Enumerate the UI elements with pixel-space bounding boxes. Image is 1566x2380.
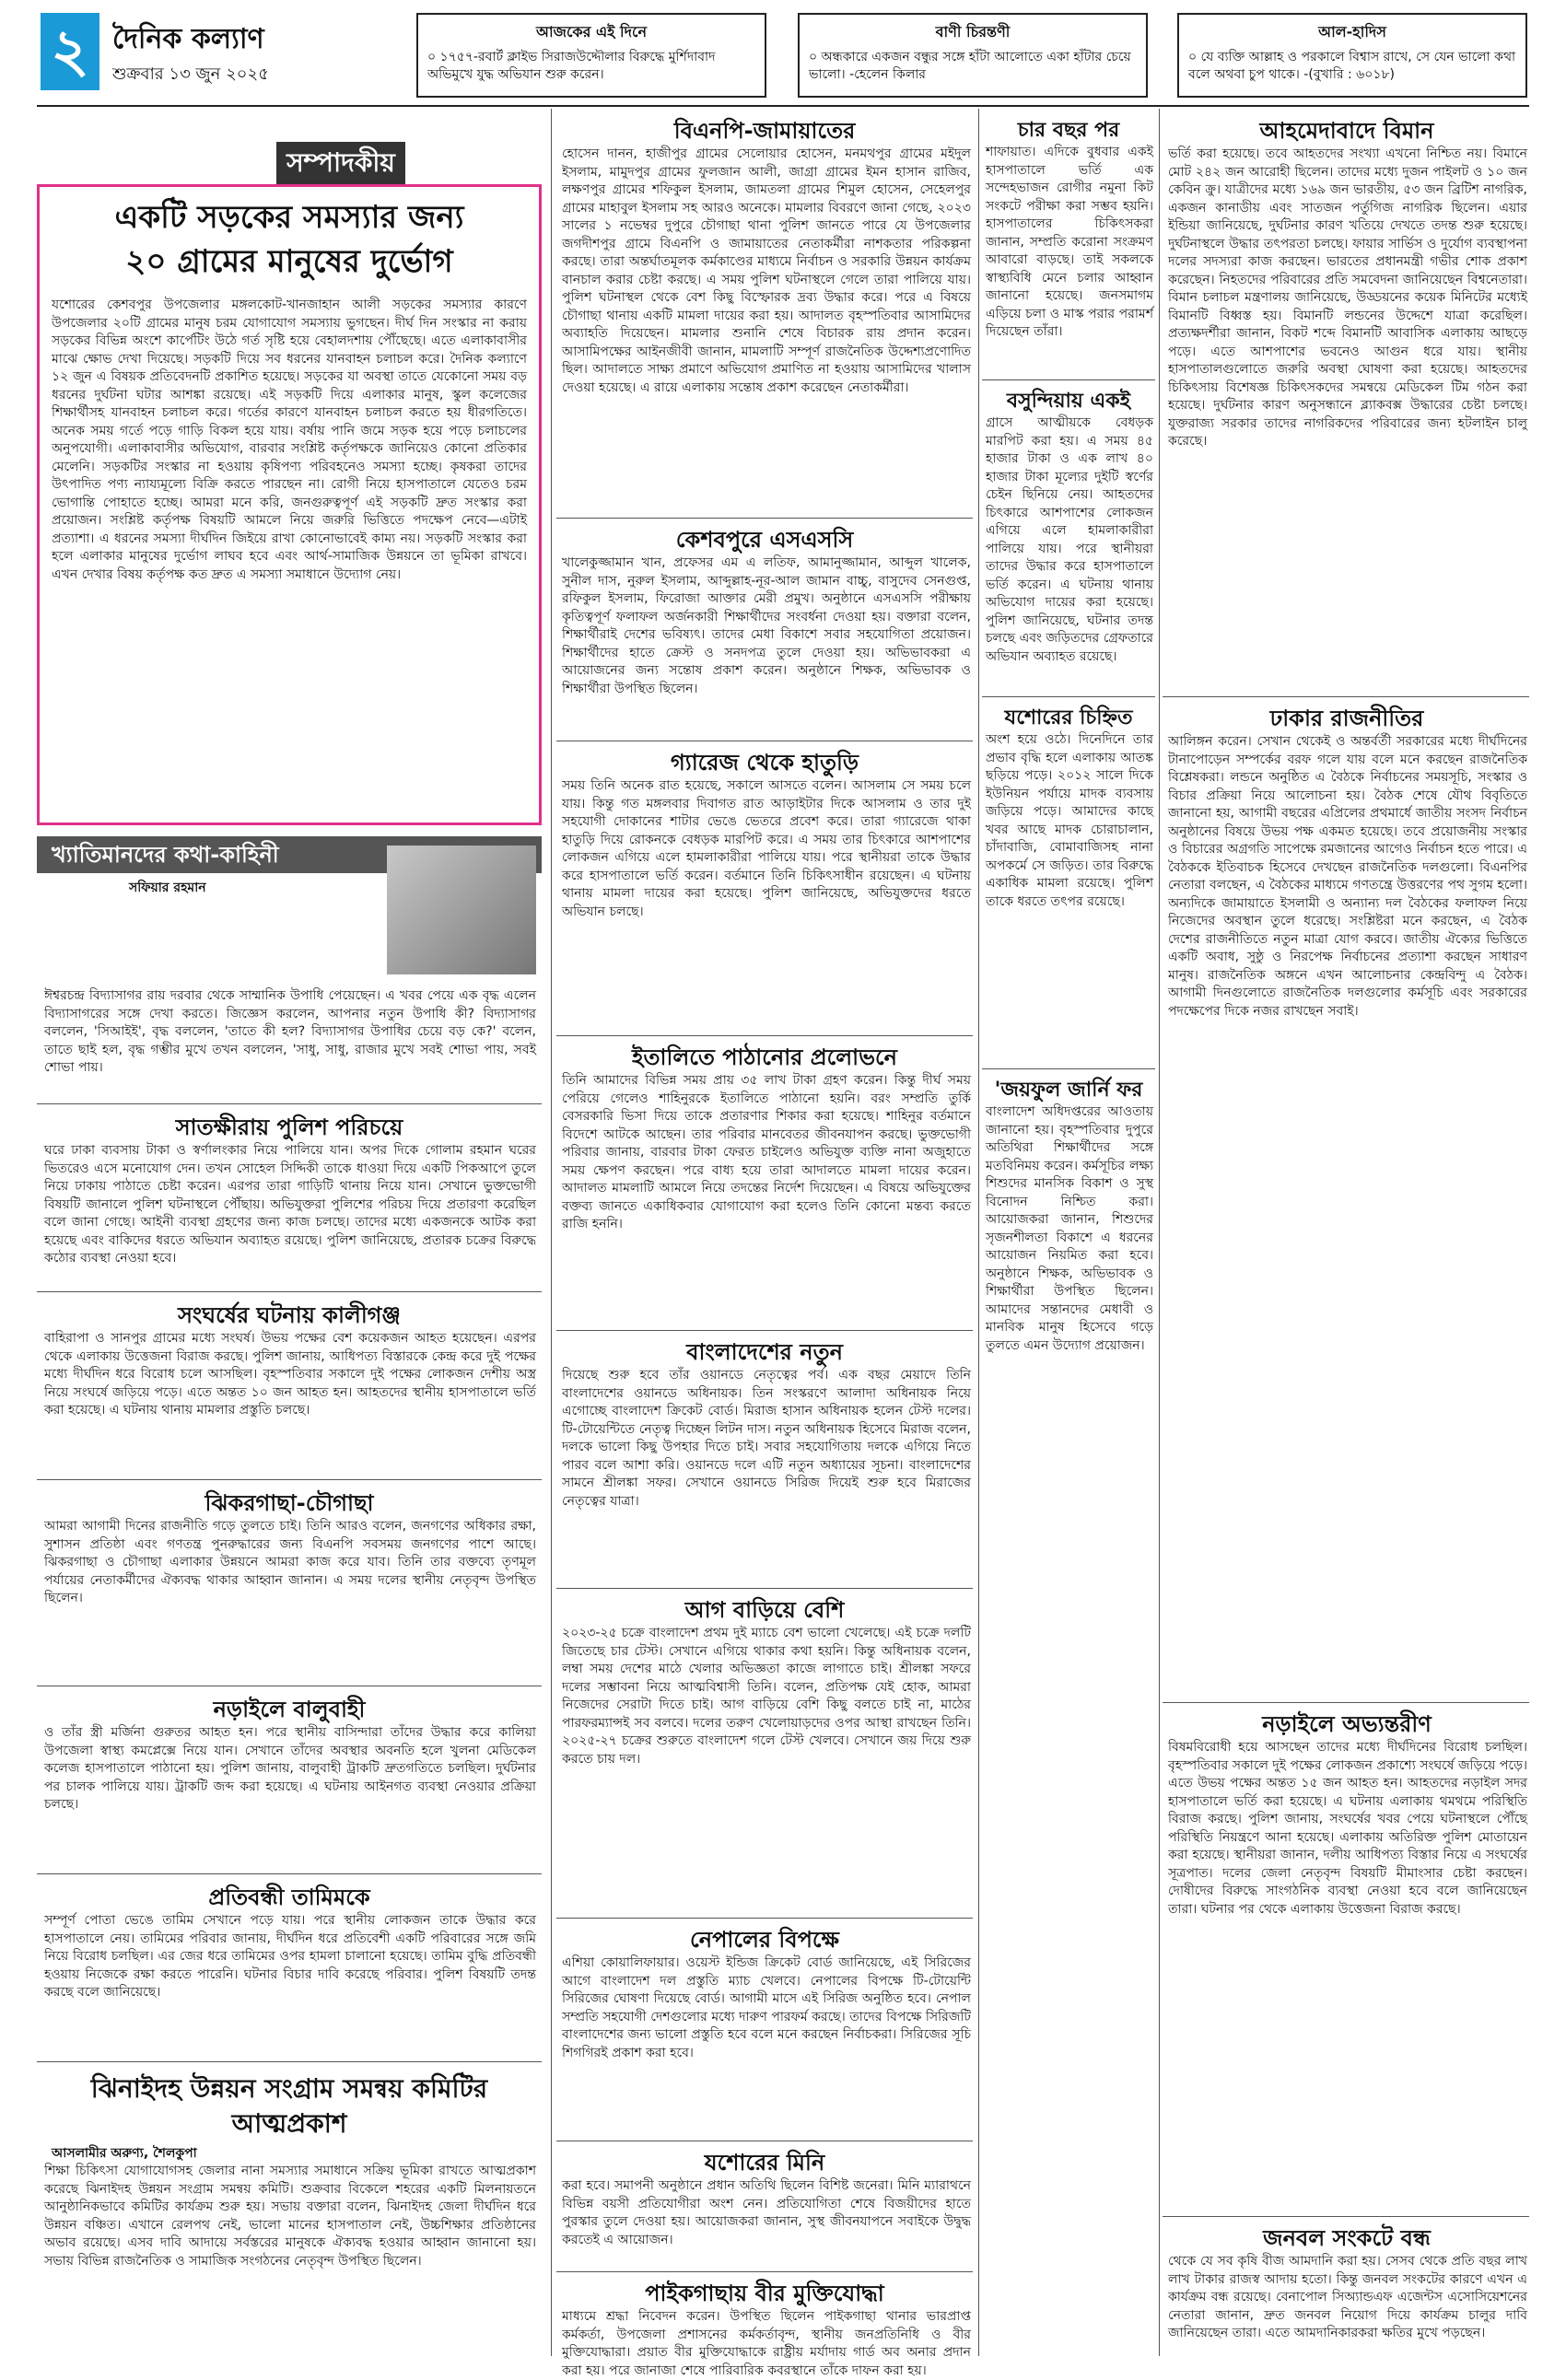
mid-article-1-body: হোসেন দানন, হাজীপুর গ্রামের সেলোয়ার হোসেন, মনমথপুর গ্রামের মইদুল ইসলাম, মামুদপুর গ্রামের ফুলজান আলী, জাগ্রা গ্রামের ইমন হাসান রাজিব, লক্ষণপুর গ্রামের শফিকুল ইসলাম, জামতলা গ্রামের শিমুল হোসেন, সেহেলপুর গ্রামের মাহাবুল ইসলাম সহ আরও অনেকে। মামলার বিবরণে জানা গেছে, ২০২৩ সালের ১ নভেম্বর দুপুরে চৌগাছা থানা পুলিশ জানতে পারে যে উপজেলার জগদীশপুর গ্রামে বিএনপি ও জামায়াতের নেতাকর্মীরা নাশকতার পরিকল্পনা করছে। তারা অন্তর্ঘাতমূলক কর্মকাণ্ডের মাধ্যমে নির্বাচন ও সরকারি উন্নয়ন কার্যক্রম বানচাল করার চেষ্টা করছে। এ সময় পুলিশ ঘটনাস্থলে গেলে তারা পালিয়ে যায়। পুলিশ ঘটনাস্থল থেকে বেশ কিছু বিস্ফোরক দ্রব্য উদ্ধার করে। পরে এ বিষয়ে চৌগাছা থানায় একটি মামলা দায়ের করা হয়। আদালত বৃহস্পতিবার আসামিদের অব্যাহতি দিয়েছেন। মামলার শুনানি শেষে বিচারক রায় প্রদান করেন। আসামিপক্ষের আইনজীবী জানান, মামলাটি সম্পূর্ণ রাজনৈতিক উদ্দেশ্যপ্রণোদিত ছিল। আদালতে সাক্ষ্য প্রমাণে অভিযোগ প্রমাণিত না হওয়ায় আসামিদের খালাস দেওয়া হয়েছে। এ রায়ে এলাকায় সন্তোষ প্রকাশ করেছেন নেতাকর্মীরা। [562,146,971,395]
left-article-2-title: সংঘর্ষের ঘটনায় কালীগঞ্জ [178,1302,401,1328]
today-box-title: আজকের এই দিনে [536,23,647,41]
mid-article-8-body: করা হবে। সমাপনী অনুষ্ঠানে প্রধান অতিথি ছিলেন বিশিষ্ট জনেরা। মিনি ম্যারাথনে বিভিন্ন বয়সী প্রতিযোগীরা অংশ নেন। প্রতিযোগিতা শেষে বিজয়ীদের হাতে পুরস্কার তুলে দেওয়া হয়। আয়োজকরা জানান, সুস্থ জীবনযাপনে সবাইকে উদ্বুদ্ধ করতেই এ আয়োজন। [562,2178,971,2247]
mid-article-8-title: যশোরের মিনি [704,2150,825,2176]
mid-article-6-body: ২০২৩-২৫ চক্রে বাংলাদেশ প্রথম দুই ম্যাচে বেশ ভালো খেলেছে। এই চক্রে দলটি জিতেছে চার টেস্ট। সেখানে এগিয়ে থাকার কথা হয়নি। কিন্তু অধিনায়ক বলেন, লম্বা সময় দেশের মাঠে খেলার অভিজ্ঞতা কাজে লাগাতে চাই। শ্রীলঙ্কা সফরে দলের সম্ভাবনা নিয়ে আত্মবিশ্বাসী তিনি। বলেন, প্রতিপক্ষ যেই হোক, আমরা নিজেদের সেরাটা দিতে চাই। আগ বাড়িয়ে বেশি কিছু বলতে চাই না, মাঠের পারফরম্যান্সই সব বলবে। দলের তরুণ খেলোয়াড়দের ওপর আস্থা রাখছেন তিনি। ২০২৫-২৭ চক্রের শুরুতে বাংলাদেশ গলে টেস্ট খেলবে। সেখানে জয় দিয়ে শুরু করতে চায় দল। [562,1626,971,1767]
mid-article-7-title: নেপালের বিপক্ষে [690,1927,839,1953]
left-article-6-byline: আসলামীর অরুণ্য, শৈলকুপা [52,2146,197,2161]
rmid-article-3-body: অংশ হয়ে ওঠে। দিনেদিনে তার প্রভাব বৃদ্ধি হলে এলাকায় আতঙ্ক ছড়িয়ে পড়ে। ২০১২ সালে দিকে ইউনিয়ন পর্যায়ে মাদক ব্যবসায় জড়িয়ে পড়ে। আমাদের কাছে খবর আছে মাদক চোরাচালান, চাঁদাবাজি, বোমাবাজিসহ নানা অপকর্মে সে জড়িত। তার বিরুদ্ধে একাধিক মামলা রয়েছে। পুলিশ তাকে ধরতে তৎপর রয়েছে। [986,732,1153,909]
mid-article-7-body: এশিয়া কোয়ালিফায়ার। ওয়েস্ট ইন্ডিজ ক্রিকেট বোর্ড জানিয়েছে, এই সিরিজের আগে বাংলাদেশ দল প্রস্তুতি ম্যাচ খেলবে। নেপালের বিপক্ষে টি-টোয়েন্টি সিরিজের ঘোষণা দিয়েছে বোর্ড। আগামী মাসে এই সিরিজ অনুষ্ঠিত হবে। নেপাল সম্প্রতি সহযোগী দেশগুলোর মধ্যে দারুণ পারফর্ম করছে। তাদের বিপক্ষে সিরিজটি বাংলাদেশের জন্য ভালো প্রস্তুতি হবে বলে মনে করছেন নির্বাচকরা। সিরিজের সূচি শিগগিরই প্রকাশ করা হবে। [562,1955,971,2060]
article-rule [556,1588,973,1589]
article-rule [556,1330,973,1331]
left-article-3-title: ঝিকরগাছা-চৌগাছা [205,1490,374,1516]
column-title: খ্যাতিমানদের কথা-কাহিনী [52,842,279,868]
right-article-2-title: ঢাকার রাজনীতির [1269,706,1424,731]
right-article-4-body: থেকে যে সব কৃষি বীজ আমদানি করা হয়। সেসব থেকে প্রতি বছর লাখ লাখ টাকার রাজস্ব আদায় হতো। কিন্তু জনবল সংকটের কারণে এখন এ কার্যক্রম বন্ধ রয়েছে। বেনাপোল সিঅ্যান্ডএফ এজেন্টস এসোসিয়েশনের নেতারা জানান, দ্রুত জনবল নিয়োগ দিয়ে কার্যক্রম চালুর দাবি জানিয়েছেন তারা। এতে আমদানিকারকরা ক্ষতির মুখে পড়ছেন। [1168,2254,1527,2340]
rmid-article-1-body: শাফায়াত। এদিকে বুধবার একই হাসপাতালে ভর্তি এক সন্দেহভাজন রোগীর নমুনা কিট সংকটে পরীক্ষা করা সম্ভব হয়নি। হাসপাতালের চিকিৎসকরা জানান, সম্প্রতি করোনা সংক্রমণ আবারো বাড়ছে। তাই সকলকে স্বাস্থ্যবিধি মেনে চলার আহ্বান জানানো হয়েছে। জনসমাগম এড়িয়ে চলা ও মাস্ক পরার পরামর্শ দিয়েছেন তাঁরা। [986,145,1153,339]
column-divider [978,109,979,2356]
article-rule [37,1291,542,1292]
author-photo [387,846,536,974]
right-article-3-title: নড়াইলে অভ্যন্তরীণ [1262,1711,1432,1737]
right-article-1-title: আহমেদাবাদে বিমান [1259,118,1434,144]
left-article-3-body: আমরা আগামী দিনের রাজনীতি গড়ে তুলতে চাই। তিনি আরও বলেন, জনগণের অধিকার রক্ষা, সুশাসন প্রতিষ্ঠা এবং গণতন্ত্র পুনরুদ্ধারের জন্য বিএনপি সবসময় জনগণের পাশে আছে। ঝিকরগাছা ও চৌগাছা এলাকার উন্নয়নে আমরা কাজ করে যাব। তিনি তার বক্তব্যে তৃণমূল পর্যায়ের নেতাকর্মীদের ঐক্যবদ্ধ থাকার আহ্বান জানান। এ সময় দলের স্থানীয় নেতৃবৃন্দ উপস্থিত ছিলেন। [44,1519,536,1605]
hadith-box [1177,13,1527,98]
article-rule [1163,2216,1529,2217]
column-divider [1159,109,1160,2356]
mid-article-5-body: দিয়েছে শুরু হবে তাঁর ওয়ানডে নেতৃত্বের পর্ব। এক বছর মেয়াদে তিনি বাংলাদেশের ওয়ানডে অধিনায়ক। তিন সংস্করণে আলাদা অধিনায়ক নিয়ে এগোচ্ছে বাংলাদেশ ক্রিকেট বোর্ড। মিরাজ হাসান অধিনায়ক হলেন টেস্ট দলের। টি-টোয়েন্টিতে নেতৃত্ব দিচ্ছেন লিটন দাস। নতুন অধিনায়ক হিসেবে মিরাজ বলেন, দলকে ভালো কিছু উপহার দিতে চাই। সবার সহযোগিতায় দলকে এগিয়ে নিতে পারব বলে আশা করি। ওয়ানডে দলে এটি নতুন অধ্যায়ের সূচনা। বাংলাদেশের সামনে শ্রীলঙ্কা সফর। সেখানে ওয়ানডে সিরিজ দিয়েই শুরু হবে মিরাজের নেতৃত্বের যাত্রা। [562,1368,971,1509]
column-divider [551,109,552,2356]
mid-article-4-title: ইতালিতে পাঠানোর প্রলোভনে [632,1044,897,1070]
newspaper-name: দৈনিক কল্যাণ [112,23,264,55]
article-rule [37,1479,542,1480]
column-body: ঈশ্বরচন্দ্র বিদ্যাসাগর রায় দরবার থেকে সাম্মানিক উপাধি পেয়েছেন। এ খবর পেয়ে এক বৃদ্ধ এলেন বিদ্যাসাগরের সঙ্গে দেখা করতে। জিজ্ঞেস করলেন, আপনার নতুন উপাধি কী? বিদ্যাসাগর বললেন, 'সিআইই', বৃদ্ধ বললেন, 'তাতে কী হল? বিদ্যাসাগর উপাধির চেয়ে বড় কে?' বলেন, তাতে ছাই হল, বৃদ্ধ গম্ভীর মুখে তখন বললেন, 'সাধু, সাধু, রাজার মুখে সবই শোভা পায়, সবই শোভা পায়। [44,988,536,1075]
article-rule [556,2271,973,2272]
issue-date: শুক্রবার ১৩ জুন ২০২৫ [112,64,269,84]
today-box-text: ০ ১৭৫৭-রবার্ট ক্লাইভ সিরাজউদ্দৌলার বিরুদ্ধে মুর্শিদাবাদ অভিমুখে যুদ্ধ অভিযান শুরু করেন। [427,50,716,82]
mid-article-2-title: কেশবপুরে এসএসসি [675,527,854,553]
mid-article-9-title: পাইকগাছায় বীর মুক্তিযোদ্ধা [645,2281,884,2306]
left-article-6-body: শিক্ষা চিকিৎসা যোগাযোগসহ জেলার নানা সমস্যার সমাধানে সক্রিয় ভূমিকা রাখতে আত্মপ্রকাশ করেছে ঝিনাইদহ উন্নয়ন সংগ্রাম সমন্বয় কমিটি। শুক্রবার বিকেলে শহরের একটি মিলনায়তনে আনুষ্ঠানিকভাবে কমিটির কার্যক্রম শুরু হয়। সভায় বক্তারা বলেন, ঝিনাইদহ জেলা দীর্ঘদিন ধরে উন্নয়ন বঞ্চিত। এখানে রেলপথ নেই, ভালো মানের হাসপাতাল নেই, উচ্চশিক্ষার প্রতিষ্ঠানের অভাব রয়েছে। এসব দাবি আদায়ে সর্বস্তরের মানুষকে ঐক্যবদ্ধ হওয়ার আহ্বান জানানো হয়। সভায় বিভিন্ন রাজনৈতিক ও সামাজিক সংগঠনের নেতৃবৃন্দ উপস্থিত ছিলেন। [44,2164,536,2269]
rmid-article-3-title: যশোরের চিহ্নিত [1004,706,1133,729]
mid-article-2-body: খালেকুজ্জামান খান, প্রফেসর এম এ লতিফ, আমানুজ্জামান, আব্দুল খালেক, সুনীল দাস, নুরুল ইসলাম, আব্দুল্লাহ-নূর-আল জামান বাচ্চু, বাসুদেব সেনগুপ্ত, রফিকুল ইসলাম, ফিরোজা আক্তার মেরী প্রমুখ। অনুষ্ঠানে এসএসসি পরীক্ষায় কৃতিত্বপূর্ণ ফলাফল অর্জনকারী শিক্ষার্থীদের সংবর্ধনা দেওয়া হয়। বক্তারা বলেন, শিক্ষার্থীরাই দেশের ভবিষ্যৎ। তাদের মেধা বিকাশে সবার সহযোগিতা প্রয়োজন। শিক্ষার্থীদের হাতে ক্রেস্ট ও সনদপত্র তুলে দেওয়া হয়। অভিভাবকরা এ আয়োজনের জন্য সন্তোষ প্রকাশ করেন। অনুষ্ঠানে শিক্ষক, অভিভাবক ও শিক্ষার্থীরা উপস্থিত ছিলেন। [562,555,971,696]
rmid-article-4-body: বাংলাদেশ অধিদপ্তরের আওতায় জানানো হয়। বৃহস্পতিবার দুপুরে অতিথিরা শিক্ষার্থীদের সঙ্গে মতবিনিময় করেন। কর্মসূচির লক্ষ্য শিশুদের মানসিক বিকাশ ও সুস্থ বিনোদন নিশ্চিত করা। আয়োজকরা জানান, শিশুদের সৃজনশীলতা বিকাশে এ ধরনের আয়োজন নিয়মিত করা হবে। অনুষ্ঠানে শিক্ষক, অভিভাবক ও শিক্ষার্থীরা উপস্থিত ছিলেন। আমাদের সন্তানদের মেধাবী ও মানবিক মানুষ হিসেবে গড়ে তুলতে এমন উদ্যোগ প্রয়োজন। [986,1104,1153,1353]
rmid-article-1-title: চার বছর পর [1017,119,1120,142]
hadith-box-title: আল-হাদিস [1318,23,1386,41]
article-rule [556,518,973,519]
article-rule [982,696,1155,697]
masthead-rule [37,105,1529,107]
left-article-5-title: প্রতিবন্ধী তামিমকে [208,1884,370,1910]
mid-article-5-title: বাংলাদেশের নতুন [686,1339,843,1365]
mid-article-4-body: তিনি আমাদের বিভিন্ন সময় প্রায় ৩৫ লাখ টাকা গ্রহণ করেন। কিন্তু দীর্ঘ সময় পেরিয়ে গেলেও শাহিনুরকে ইতালিতে পাঠানো হয়নি। বরং সম্প্রতি তুর্কি বেসরকারি ভিসা দিয়ে তাকে প্রতারণার শিকার করা হয়েছে। শাহিনুর বর্তমানে বিদেশে আটকে আছেন। তার পরিবার মানবেতর জীবনযাপন করছে। ভুক্তভোগী পরিবার জানায়, বারবার টাকা ফেরত চাইলেও অভিযুক্ত ব্যক্তি নানা অজুহাতে সময় ক্ষেপণ করছেন। পরে বাধ্য হয়ে তারা আদালতে মামলা দায়ের করেন। আদালত মামলাটি আমলে নিয়ে তদন্তের নির্দেশ দিয়েছেন। এ বিষয়ে অভিযুক্তের বক্তব্য জানতে একাধিকবার যোগাযোগ করা হলেও তিনি কোনো মন্তব্য করতে রাজি হননি। [562,1073,971,1231]
left-article-4-body: ও তাঁর স্ত্রী মর্জিনা গুরুতর আহত হন। পরে স্থানীয় বাসিন্দারা তাঁদের উদ্ধার করে কালিয়া উপজেলা স্বাস্থ্য কমপ্লেক্সে নিয়ে যান। সেখানে তাঁদের অবস্থার অবনতি হলে খুলনা মেডিকেল কলেজ হাসপাতালে পাঠানো হয়। পুলিশ জানায়, বালুবাহী ট্রাকটি দ্রুতগতিতে চলছিল। দুর্ঘটনার পর চালক পালিয়ে যায়। ট্রাকটি জব্দ করা হয়েছে। এ ঘটনায় আইনগত ব্যবস্থা নেওয়ার প্রক্রিয়া চলছে। [44,1725,536,1812]
mid-article-3-body: সময় তিনি অনেক রাত হয়েছে, সকালে আসতে বলেন। আসলাম সে সময় চলে যায়। কিন্তু গত মঙ্গলবার দিবাগত রাত আড়াইটার দিকে আসলাম ও তার দুই সহযোগী দোকানের শাটার ভেঙে ভেতরে প্রবেশ করে। তারা গ্যারেজে থাকা হাতুড়ি দিয়ে রোকনকে বেধড়ক মারপিট করে। এ সময় তার চিৎকারে আশপাশের লোকজন এগিয়ে এলে হামলাকারীরা পালিয়ে যায়। পরে স্থানীয়রা তাকে উদ্ধার করে হাসপাতালে ভর্তি করেন। বর্তমানে তিনি চিকিৎসাধীন রয়েছেন। এ ঘটনায় থানায় মামলা দায়ের করা হয়েছে। পুলিশ জানিয়েছে, অভিযুক্তদের ধরতে অভিযান চলছে। [562,778,971,919]
mid-article-1-title: বিএনপি-জামায়াতের [673,118,856,144]
article-rule [37,1103,542,1104]
article-rule [556,1035,973,1036]
right-article-3-body: বিষমবিরোধী হয়ে আসছেন তাদের মধ্যে দীর্ঘদিনের বিরোধ চলছিল। বৃহস্পতিবার সকালে দুই পক্ষের লোকজন প্রকাশ্যে সংঘর্ষে জড়িয়ে পড়ে। এতে উভয় পক্ষের অন্তত ১৫ জন আহত হন। আহতদের নড়াইল সদর হাসপাতালে ভর্তি করা হয়েছে। এ ঘটনায় এলাকায় থমথমে পরিস্থিতি বিরাজ করছে। পুলিশ জানায়, সংঘর্ষের খবর পেয়ে ঘটনাস্থলে পৌঁছে পরিস্থিতি নিয়ন্ত্রণে আনা হয়েছে। এলাকায় অতিরিক্ত পুলিশ মোতায়েন করা হয়েছে। স্থানীয়রা জানান, দলীয় আধিপত্য বিস্তার নিয়ে এ সংঘর্ষের সূত্রপাত। দলের জেলা নেতৃবৃন্দ বিষয়টি মীমাংসার চেষ্টা করছেন। দোষীদের বিরুদ্ধে সাংগঠনিক ব্যবস্থা নেওয়া হবে বলে জানিয়েছেন তারা। ঘটনার পর থেকে এলাকায় উত্তেজনা বিরাজ করছে। [1168,1740,1527,1917]
article-rule [37,2061,542,2062]
article-rule [37,1873,542,1874]
today-box [416,13,766,98]
editorial-headline-2: ২০ গ্রামের মানুষের দুর্ভোগ [125,243,453,280]
left-article-1-body: ঘরে ঢাকা ব্যবসায় টাকা ও স্বর্ণালংকার নিয়ে পালিয়ে যান। অপর দিকে গোলাম রহমান ঘরের ভিতরেও এসে মনোযোগ দেন। তখন সোহেল সিদ্দিকী তাকে ধাওয়া দিয়ে একটি পিকআপে তুলে নিয়ে ঢাকায় পাঠাতে চেষ্টা করেন। এরপর তারা গাড়িটি থানায় নিয়ে যান। সেখানে ভুক্তভোগী বিষয়টি জানালে পুলিশ ঘটনাস্থলে পৌঁছায়। অভিযুক্তরা পুলিশের পরিচয় দিয়ে প্রতারণা করেছিল বলে জানা গেছে। আইনী ব্যবস্থা গ্রহণের জন্য কাজ চলছে। তাদের মধ্যে একজনকে আটক করা হয়েছে এবং বাকিদের ধরতে অভিযান অব্যাহত রয়েছে। পুলিশ জানিয়েছে, প্রতারক চক্রের বিরুদ্ধে কঠোর ব্যবস্থা নেওয়া হবে। [44,1143,536,1266]
editorial-section-label: সম্পাদকীয় [276,142,405,184]
quote-box-text: ০ অন্ধকারে একজন বন্ধুর সঙ্গে হাঁটা আলোতে একা হাঁটার চেয়ে ভালো। -হেলেন কিলার [809,50,1131,82]
article-rule [1163,1702,1529,1703]
right-article-4-title: জনবল সংকটে বন্ধ [1263,2225,1431,2251]
column-author: সফিয়ার রহমান [129,881,206,895]
mid-article-3-title: গ্যারেজ থেকে হাতুড়ি [671,750,859,776]
quote-box-title: বাণী চিরন্তণী [935,23,1011,41]
page-number: ২ [41,13,99,90]
left-article-5-body: সম্পূর্ণ পোতা ভেঙে তামিম সেখানে পড়ে যায়। পরে স্থানীয় লোকজন তাকে উদ্ধার করে হাসপাতালে নেয়। তামিমের পরিবার জানায়, দীর্ঘদিন ধরে প্রতিবেশী একটি পরিবারের সঙ্গে জমি নিয়ে বিরোধ চলছিল। এর জের ধরে তামিমের ওপর হামলা চালানো হয়েছে। তামিম বুদ্ধি প্রতিবন্ধী হওয়ায় নিজেকে রক্ষা করতে পারেনি। ঘটনার বিচার দাবি করেছে পরিবার। পুলিশ বিষয়টি তদন্ত করছে বলে জানিয়েছে। [44,1913,536,2000]
article-rule [982,1068,1155,1069]
hadith-box-text: ০ যে ব্যক্তি আল্লাহ ও পরকালে বিশ্বাস রাখে, সে যেন ভালো কথা বলে অথবা চুপ থাকে। -(বুখারি : ৬০১৮) [1188,50,1516,82]
article-rule [556,1918,973,1919]
left-article-1-title: সাতক্ষীরায় পুলিশ পরিচয়ে [175,1114,403,1140]
right-article-2-body: আলিঙ্গন করেন। সেখান থেকেই ও অন্তর্বর্তী সরকারের মধ্যে দীর্ঘদিনের টানাপোড়েন সম্পর্কের বরফ গলে যায় বলে মনে করছেন রাজনৈতিক বিশ্লেষকরা। লন্ডনে অনুষ্ঠিত এ বৈঠকে নির্বাচনের সময়সূচি, সংস্কার ও বিচার প্রক্রিয়া নিয়ে আলোচনা হয়। বৈঠক শেষে যৌথ বিবৃতিতে জানানো হয়, আগামী বছরের এপ্রিলের প্রথমার্ধে জাতীয় সংসদ নির্বাচন অনুষ্ঠানের বিষয়ে উভয় পক্ষ একমত হয়েছে। তবে প্রয়োজনীয় সংস্কার ও বিচারের অগ্রগতি সাপেক্ষে রমজানের আগেও নির্বাচন হতে পারে। এ বৈঠককে ইতিবাচক হিসেবে দেখছেন রাজনৈতিক দলগুলো। বিএনপির নেতারা বলছেন, এ বৈঠকের মাধ্যমে গণতন্ত্রে উত্তরণের পথ সুগম হলো। অন্যদিকে জামায়াতে ইসলামী ও অন্যান্য দল বৈঠকের ফলাফল নিয়ে নিজেদের অবস্থান তুলে ধরেছে। সংশ্লিষ্টরা মনে করছেন, এ বৈঠক দেশের রাজনীতিতে নতুন মাত্রা যোগ করবে। জাতীয় ঐক্যের ভিত্তিতে একটি অবাধ, সুষ্ঠু ও নিরপেক্ষ নির্বাচনের প্রত্যাশা করছেন সাধারণ মানুষ। রাজনৈতিক অঙ্গনে এখন আলোচনার কেন্দ্রবিন্দু এ বৈঠক। আগামী দিনগুলোতে রাজনৈতিক দলগুলোর কর্মসূচি এবং সরকারের পদক্ষেপের দিকে নজর রাখছেন সবাই। [1168,734,1527,1019]
editorial-body: যশোরের কেশবপুর উপজেলার মঙ্গলকোট-খানজাহান আলী সড়কের সমস্যার কারণে উপজেলার ২০টি গ্রামের মানুষ চরম যোগাযোগ সমস্যায় ভুগছেন। দীর্ঘ দিন সংস্কার না করায় সড়কের বিভিন্ন অংশে কার্পেটিং উঠে গর্ত সৃষ্টি হয়ে বেহালদশায় পৌঁছেছে। এতে এলাকাবাসীর মাঝে ক্ষোভ দেখা দিয়েছে। সড়কটি দিয়ে সব ধরনের যানবাহন চলাচল করে। দৈনিক কল্যাণে ১২ জুন এ বিষয়ক প্রতিবেদনটি প্রকাশিত হয়েছে। সড়কের যা অবস্থা তাতে যেকোনো সময় বড় ধরনের দুর্ঘটনা ঘটার আশঙ্কা রয়েছে। এই সড়কটি দিয়ে এলাকার মানুষ, স্কুল কলেজের শিক্ষার্থীসহ যানবাহন চলাচল করে। গর্তের কারণে যানবাহন চলাচল করতে হয় ধীরগতিতে। অনেক সময় গর্তে পড়ে গাড়ি বিকল হয়ে যায়। বর্ষায় পানি জমে সড়ক হয়ে পড়ে চলাচলের অনুপযোগী। এলাকাবাসীর অভিযোগ, বারবার সংশ্লিষ্ট কর্তৃপক্ষকে জানিয়েও কোনো প্রতিকার মেলেনি। সড়কটির সংস্কার না হওয়ায় কৃষিপণ্য পরিবহনেও সমস্যা হচ্ছে। কৃষকরা তাদের উৎপাদিত পণ্য ন্যায্যমূল্যে বিক্রি করতে পারছেন না। রোগী নিয়ে হাসপাতালে যেতেও চরম ভোগান্তি পোহাতে হচ্ছে। আমরা মনে করি, জনগুরুত্বপূর্ণ এই সড়কটি দ্রুত সংস্কার করা প্রয়োজন। সংশ্লিষ্ট কর্তৃপক্ষ বিষয়টি আমলে নিয়ে জরুরি ভিত্তিতে পদক্ষেপ নেবে—এটাই প্রত্যাশা। এ ধরনের সমস্যা দীর্ঘদিন জিইয়ে রাখা কোনোভাবেই কাম্য নয়। সড়কটি সংস্কার করা হলে এলাকার মানুষের দুর্ভোগ লাঘব হবে এবং আর্থ-সামাজিক উন্নয়নে তা ভূমিকা রাখবে। এখন দেখার বিষয় কর্তৃপক্ষ কত দ্রুত এ সমস্যা সমাধানে উদ্যোগ নেয়। [52,298,527,582]
article-rule [982,379,1155,380]
rmid-article-2-title: বসুন্দিয়ায় একই [1006,390,1131,413]
mid-article-9-body: মাধ্যমে শ্রদ্ধা নিবেদন করেন। উপস্থিত ছিলেন পাইকগাছা থানার ভারপ্রাপ্ত কর্মকর্তা, উপজেলা প্রশাসনের কর্মকর্তাবৃন্দ, স্থানীয় জনপ্রতিনিধি ও বীর মুক্তিযোদ্ধারা। প্রয়াত বীর মুক্তিযোদ্ধাকে রাষ্ট্রীয় মর্যাদায় গার্ড অব অনার প্রদান করা হয়। পরে জানাজা শেষে পারিবারিক কবরস্থানে তাঁকে দাফন করা হয়। [562,2309,971,2378]
right-article-1-body: ভর্তি করা হয়েছে। তবে আহতদের সংখ্যা এখনো নিশ্চিত নয়। বিমানে মোট ২৪২ জন আরোহী ছিলেন। তাদের মধ্যে দুজন পাইলট ও ১০ জন কেবিন ক্রু। যাত্রীদের মধ্যে ১৬৯ জন ভারতীয়, ৫৩ জন ব্রিটিশ নাগরিক, একজন কানাডীয় এবং সাতজন পর্তুগিজ নাগরিক ছিলেন। এয়ার ইন্ডিয়া জানিয়েছে, দুর্ঘটনার কারণ খতিয়ে দেখতে তদন্ত শুরু হয়েছে। দুর্ঘটনাস্থলে উদ্ধার তৎপরতা চলছে। ফায়ার সার্ভিস ও দুর্যোগ ব্যবস্থাপনা দলের সদস্যরা কাজ করছেন। ভারতের প্রধানমন্ত্রী গভীর শোক প্রকাশ করেছেন। নিহতদের পরিবারের প্রতি সমবেদনা জানিয়েছেন বিশ্বনেতারা। বিমান চলাচল মন্ত্রণালয় জানিয়েছে, উড্ডয়নের কয়েক মিনিটের মধ্যেই বিমানটি বিধ্বস্ত হয়। বিমানটি লন্ডনের উদ্দেশে যাত্রা করেছিল। প্রত্যক্ষদর্শীরা জানান, বিকট শব্দে বিমানটি আবাসিক এলাকায় আছড়ে পড়ে। এতে আশপাশের ভবনেও আগুন ধরে যায়। স্থানীয় হাসপাতালগুলোতে জরুরি অবস্থা ঘোষণা করা হয়েছে। আহতদের চিকিৎসায় বিশেষজ্ঞ চিকিৎসকদের সমন্বয়ে মেডিকেল টিম গঠন করা হয়েছে। দুর্ঘটনার কারণ অনুসন্ধানে ব্ল্যাকবক্স উদ্ধারের চেষ্টা চলছে। যুক্তরাজ্য সরকার তাদের নাগরিকদের পরিবারের জন্য হটলাইন চালু করেছে। [1168,146,1527,449]
left-article-6-title-1: ঝিনাইদহ উন্নয়ন সংগ্রাম সমন্বয় কমিটির [90,2073,488,2104]
editorial-headline-1: একটি সড়কের সমস্যার জন্য [114,199,464,236]
left-article-6-title-2: আত্মপ্রকাশ [231,2108,347,2139]
mid-article-6-title: আগ বাড়িয়ে বেশি [684,1597,845,1623]
left-article-2-body: বাহিরাপা ও সানপুর গ্রামের মধ্যে সংঘর্ষ। উভয় পক্ষের বেশ কয়েকজন আহত হয়েছেন। এরপর থেকে এলাকায় উত্তেজনা বিরাজ করছে। পুলিশ জানায়, আধিপত্য বিস্তারকে কেন্দ্র করে দুই পক্ষের মধ্যে দীর্ঘদিন ধরে বিরোধ চলে আসছিল। বৃহস্পতিবার সকালে দুই পক্ষের লোকজন দেশীয় অস্ত্র নিয়ে সংঘর্ষে জড়িয়ে পড়ে। এতে অন্তত ১০ জন আহত হন। আহতদের স্থানীয় হাসপাতালে ভর্তি করা হয়েছে। এ ঘটনায় থানায় মামলার প্রস্তুতি চলছে। [44,1331,536,1418]
article-rule [1163,696,1529,697]
left-article-4-title: নড়াইলে বালুবাহী [213,1697,366,1722]
quote-box [798,13,1148,98]
rmid-article-4-title: 'জয়ফুল জার্নি ফর [994,1079,1143,1102]
rmid-article-2-body: গ্রাসে আত্মীয়কে বেধড়ক মারপিট করা হয়। এ সময় ৪৫ হাজার টাকা ও এক লাখ ৪০ হাজার টাকা মূল্যের দুইটি স্বর্ণের চেইন ছিনিয়ে নেয়। আহতদের চিৎকারে আশপাশের লোকজন এগিয়ে এলে হামলাকারীরা পালিয়ে যায়। পরে স্থানীয়রা তাদের উদ্ধার করে হাসপাতালে ভর্তি করেন। এ ঘটনায় থানায় অভিযোগ দায়ের করা হয়েছে। পুলিশ জানিয়েছে, ঘটনার তদন্ত চলছে এবং জড়িতদের গ্রেফতারে অভিযান অব্যাহত রয়েছে। [986,415,1153,664]
